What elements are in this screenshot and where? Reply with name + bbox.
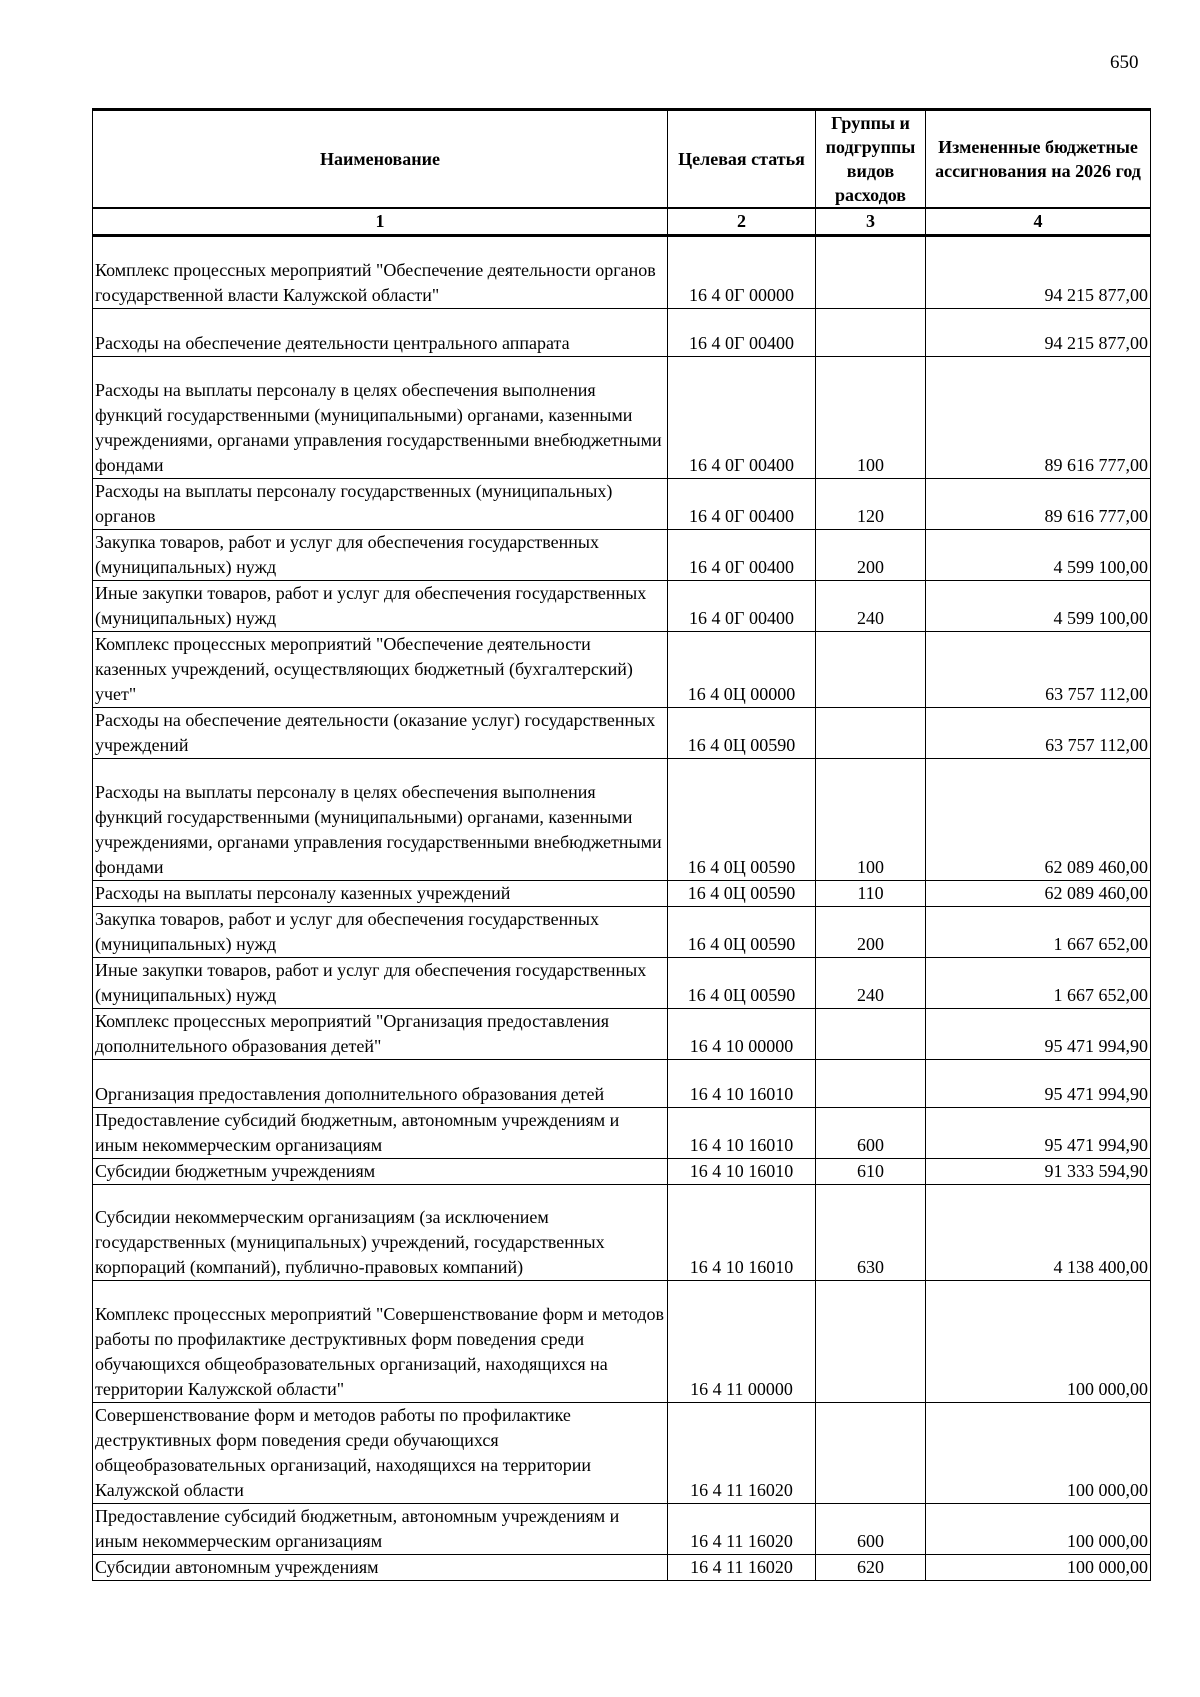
row-amount: 63 757 112,00 bbox=[926, 708, 1151, 759]
row-name: Организация предоставления дополнительного образования детей bbox=[93, 1060, 668, 1108]
table-row bbox=[93, 1108, 1151, 1159]
table-row bbox=[93, 1009, 1151, 1060]
row-name: Расходы на выплаты персоналу государственных (муниципальных) органов bbox=[93, 479, 668, 530]
row-name: Комплекс процессных мероприятий "Совершенствование форм и методов работы по профилактике деструктивных форм поведения среди обучающихся общеобразовательных организаций, находящихся на территории Калужской области" bbox=[93, 1281, 668, 1403]
column-number: 4 bbox=[926, 208, 1151, 236]
row-expense-group: 620 bbox=[816, 1555, 926, 1581]
table-row bbox=[93, 1403, 1151, 1504]
row-target-article: 16 4 0Ц 00590 bbox=[668, 958, 816, 1009]
table-body bbox=[93, 236, 1151, 1581]
row-name: Расходы на выплаты персоналу в целях обеспечения выполнения функций государственными (муниципальными) органами, казенными учреждениями, органами управления государственными внебюджетными фондами bbox=[93, 759, 668, 881]
row-name: Комплекс процессных мероприятий "Обеспечение деятельности казенных учреждений, осуществляющих бюджетный (бухгалтерский) учет" bbox=[93, 632, 668, 708]
column-number: 3 bbox=[816, 208, 926, 236]
row-target-article: 16 4 0Г 00400 bbox=[668, 309, 816, 357]
row-amount: 4 138 400,00 bbox=[926, 1185, 1151, 1281]
table-row bbox=[93, 708, 1151, 759]
row-expense-group bbox=[816, 1060, 926, 1108]
row-target-article: 16 4 0Г 00400 bbox=[668, 357, 816, 479]
row-expense-group bbox=[816, 309, 926, 357]
row-name: Расходы на обеспечение деятельности центрального аппарата bbox=[93, 309, 668, 357]
row-amount: 94 215 877,00 bbox=[926, 309, 1151, 357]
row-amount: 100 000,00 bbox=[926, 1555, 1151, 1581]
table-row bbox=[93, 479, 1151, 530]
table-row bbox=[93, 1281, 1151, 1403]
table-row bbox=[93, 1060, 1151, 1108]
row-target-article: 16 4 0Г 00400 bbox=[668, 530, 816, 581]
header-expense-groups: Группы и подгруппы видов расходов bbox=[816, 110, 926, 209]
table-row bbox=[93, 1555, 1151, 1581]
row-expense-group: 240 bbox=[816, 581, 926, 632]
row-target-article: 16 4 11 16020 bbox=[668, 1504, 816, 1555]
row-expense-group: 200 bbox=[816, 530, 926, 581]
row-target-article: 16 4 10 16010 bbox=[668, 1108, 816, 1159]
row-target-article: 16 4 0Ц 00590 bbox=[668, 881, 816, 907]
row-amount: 95 471 994,90 bbox=[926, 1060, 1151, 1108]
row-amount: 62 089 460,00 bbox=[926, 881, 1151, 907]
row-name: Иные закупки товаров, работ и услуг для обеспечения государственных (муниципальных) нужд bbox=[93, 581, 668, 632]
row-expense-group: 600 bbox=[816, 1108, 926, 1159]
row-amount: 91 333 594,90 bbox=[926, 1159, 1151, 1185]
row-expense-group bbox=[816, 1009, 926, 1060]
row-expense-group: 610 bbox=[816, 1159, 926, 1185]
header-allocations: Измененные бюджетные ассигнования на 2026 год bbox=[926, 110, 1151, 209]
row-expense-group: 100 bbox=[816, 759, 926, 881]
row-expense-group bbox=[816, 1403, 926, 1504]
row-target-article: 16 4 10 16010 bbox=[668, 1185, 816, 1281]
row-name: Комплекс процессных мероприятий "Обеспечение деятельности органов государственной власти Калужской области" bbox=[93, 236, 668, 309]
row-target-article: 16 4 10 00000 bbox=[668, 1009, 816, 1060]
row-name: Иные закупки товаров, работ и услуг для обеспечения государственных (муниципальных) нужд bbox=[93, 958, 668, 1009]
table-row bbox=[93, 632, 1151, 708]
table-row bbox=[93, 958, 1151, 1009]
row-name: Расходы на выплаты персоналу в целях обеспечения выполнения функций государственными (муниципальными) органами, казенными учреждениями, органами управления государственными внебюджетными фондами bbox=[93, 357, 668, 479]
row-amount: 62 089 460,00 bbox=[926, 759, 1151, 881]
row-amount: 100 000,00 bbox=[926, 1403, 1151, 1504]
table-row bbox=[93, 1185, 1151, 1281]
row-amount: 4 599 100,00 bbox=[926, 581, 1151, 632]
row-amount: 89 616 777,00 bbox=[926, 357, 1151, 479]
row-target-article: 16 4 0Г 00400 bbox=[668, 581, 816, 632]
row-expense-group bbox=[816, 632, 926, 708]
row-name: Закупка товаров, работ и услуг для обеспечения государственных (муниципальных) нужд bbox=[93, 907, 668, 958]
budget-table bbox=[92, 108, 1151, 1581]
table-row bbox=[93, 530, 1151, 581]
table-row bbox=[93, 907, 1151, 958]
row-name: Закупка товаров, работ и услуг для обеспечения государственных (муниципальных) нужд bbox=[93, 530, 668, 581]
row-expense-group: 200 bbox=[816, 907, 926, 958]
row-expense-group: 100 bbox=[816, 357, 926, 479]
page-number: 650 bbox=[1110, 52, 1139, 73]
row-amount: 94 215 877,00 bbox=[926, 236, 1151, 309]
header-name: Наименование bbox=[93, 110, 668, 209]
row-expense-group bbox=[816, 708, 926, 759]
row-target-article: 16 4 11 00000 bbox=[668, 1281, 816, 1403]
row-amount: 89 616 777,00 bbox=[926, 479, 1151, 530]
row-amount: 95 471 994,90 bbox=[926, 1009, 1151, 1060]
column-number: 1 bbox=[93, 208, 668, 236]
row-target-article: 16 4 11 16020 bbox=[668, 1555, 816, 1581]
table-row bbox=[93, 1504, 1151, 1555]
row-name: Комплекс процессных мероприятий "Организация предоставления дополнительного образования детей" bbox=[93, 1009, 668, 1060]
row-target-article: 16 4 0Г 00400 bbox=[668, 479, 816, 530]
table-row bbox=[93, 881, 1151, 907]
row-amount: 100 000,00 bbox=[926, 1504, 1151, 1555]
table-row bbox=[93, 357, 1151, 479]
table-row bbox=[93, 581, 1151, 632]
row-target-article: 16 4 0Ц 00590 bbox=[668, 759, 816, 881]
row-amount: 95 471 994,90 bbox=[926, 1108, 1151, 1159]
row-name: Расходы на обеспечение деятельности (оказание услуг) государственных учреждений bbox=[93, 708, 668, 759]
row-expense-group bbox=[816, 236, 926, 309]
row-expense-group: 120 bbox=[816, 479, 926, 530]
row-amount: 4 599 100,00 bbox=[926, 530, 1151, 581]
table-row bbox=[93, 236, 1151, 309]
row-expense-group: 110 bbox=[816, 881, 926, 907]
row-target-article: 16 4 0Ц 00590 bbox=[668, 708, 816, 759]
row-target-article: 16 4 0Ц 00590 bbox=[668, 907, 816, 958]
row-target-article: 16 4 0Г 00000 bbox=[668, 236, 816, 309]
row-name: Предоставление субсидий бюджетным, автономным учреждениям и иным некоммерческим организациям bbox=[93, 1108, 668, 1159]
row-target-article: 16 4 11 16020 bbox=[668, 1403, 816, 1504]
column-number-row bbox=[93, 208, 1151, 236]
row-expense-group: 240 bbox=[816, 958, 926, 1009]
row-name: Субсидии некоммерческим организациям (за исключением государственных (муниципальных) учреждений, государственных корпораций (компаний), публично-правовых компаний) bbox=[93, 1185, 668, 1281]
row-name: Субсидии автономным учреждениям bbox=[93, 1555, 668, 1581]
table-header-row bbox=[93, 110, 1151, 209]
row-target-article: 16 4 10 16010 bbox=[668, 1159, 816, 1185]
row-target-article: 16 4 10 16010 bbox=[668, 1060, 816, 1108]
row-name: Субсидии бюджетным учреждениям bbox=[93, 1159, 668, 1185]
table-row bbox=[93, 759, 1151, 881]
table-row bbox=[93, 1159, 1151, 1185]
row-name: Совершенствование форм и методов работы по профилактике деструктивных форм поведения среди обучающихся общеобразовательных организаций, находящихся на территории Калужской области bbox=[93, 1403, 668, 1504]
column-number: 2 bbox=[668, 208, 816, 236]
row-amount: 100 000,00 bbox=[926, 1281, 1151, 1403]
table-row bbox=[93, 309, 1151, 357]
row-name: Предоставление субсидий бюджетным, автономным учреждениям и иным некоммерческим организациям bbox=[93, 1504, 668, 1555]
row-expense-group: 600 bbox=[816, 1504, 926, 1555]
row-amount: 63 757 112,00 bbox=[926, 632, 1151, 708]
row-expense-group: 630 bbox=[816, 1185, 926, 1281]
row-name: Расходы на выплаты персоналу казенных учреждений bbox=[93, 881, 668, 907]
row-target-article: 16 4 0Ц 00000 bbox=[668, 632, 816, 708]
row-amount: 1 667 652,00 bbox=[926, 958, 1151, 1009]
header-target-article: Целевая статья bbox=[668, 110, 816, 209]
row-amount: 1 667 652,00 bbox=[926, 907, 1151, 958]
row-expense-group bbox=[816, 1281, 926, 1403]
